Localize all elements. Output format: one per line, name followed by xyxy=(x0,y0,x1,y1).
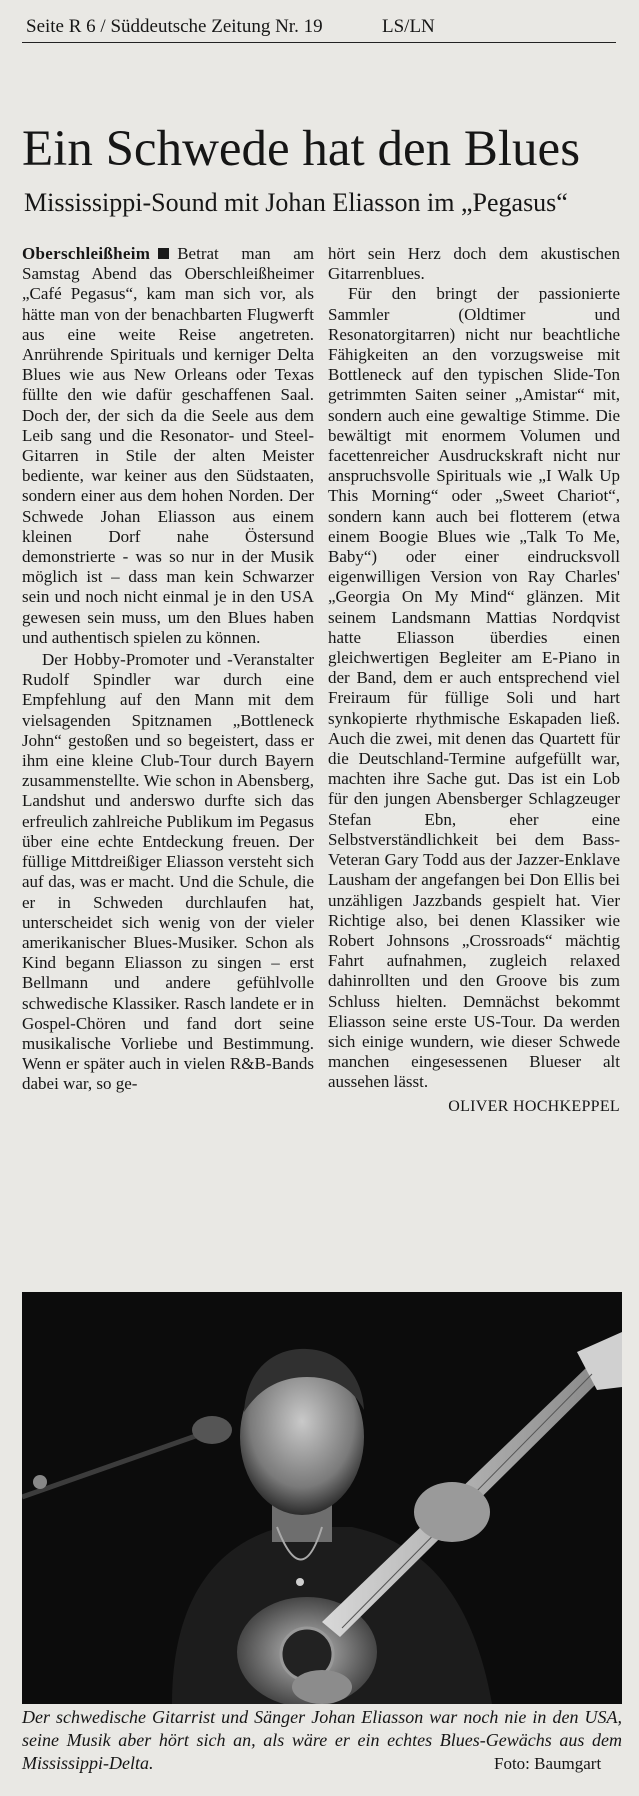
photo-credit: Foto: Baumgart xyxy=(494,1754,602,1773)
edition-label: LS/LN xyxy=(382,16,435,37)
square-bullet-icon xyxy=(158,248,169,259)
byline: OLIVER HOCHKEPPEL xyxy=(448,1097,620,1115)
article-paragraph: hört sein Herz doch dem akustischen Gitarrenblues. xyxy=(328,244,620,284)
caption-text: Der schwedische Gitarrist und Sänger Johan Eliasson war noch nie in den USA, seine Musik aber hört sich an, als wäre er ein echtes Blues-Gewächs aus dem Mississippi-Delta. xyxy=(22,1707,622,1773)
dateline: Oberschleißheim xyxy=(22,244,151,263)
photo-illustration xyxy=(22,1292,622,1704)
article-column-left xyxy=(22,244,314,1095)
concert-photo xyxy=(22,1292,622,1704)
article-paragraph: Der Hobby-Promoter und -Veranstalter Rudolf Spindler war durch eine Empfehlung auf den Mann mit dem vielsagenden Spitznamen „Bottleneck John“ gestoßen und so begeistert, dass er ihm eine kleine Club-Tour durch Bayern zusammenstellte. Wie schon in Abensberg, Landshut und anderswo durfte sich das erfreulich zahlreiche Publikum im Pegasus über eine echte Entdeckung freuen. Der füllige Mittdreißiger Eliasson versteht sich auf das, was er macht. Und die Schule, die er in Schweden durchlaufen hat, unterscheidet sich wenig von der vieler amerikanischer Blues-Musiker. Schon als Kind begann Eliasson zu singen – erst Bellmann und andere gefühlvolle schwedische Klassiker. Rasch landete er in Gospel-Chören und fand dort seine musikalische Vorliebe und Bestimmung. Wenn er später auch in vielen R&B-Bands dabei war, so ge- xyxy=(22,650,314,1094)
article-column-right xyxy=(328,244,620,1117)
article-paragraph: Für den bringt der passionierte Sammler (Oldtimer und Resonatorgitarren) nicht nur beachtliche Fähigkeiten an den vorzugsweise mit Bottleneck auf den typischen Slide-Ton getrimmten Saiten seiner „Amistar“ mit, sondern auch eine gewaltige Stimme. Die bewältigt mit enormem Volumen und facettenreicher Ausdruckskraft nicht nur anspruchsvolle Spirituals wie „I Walk Up This Morning“ oder „Sweet Chariot“, sondern kann auch bei flotterem (etwa einem Boogie Blues wie „Talk To Me, Baby“) oder einer eindrucksvoll eigenwilligen Version von Ray Charles' „Georgia On My Mind“ glänzen. Mit seinem Landsmann Mattias Nordqvist hatte Eliasson überdies einen gleichwertigen Begleiter am E-Piano in der Band, dem er auch entsprechend viel Freiraum für füllige Soli und hart synkopierte rhythmische Eskapaden ließ. Auch die zwei, mit denen das Quartett für die Deutschland-Termine aufgefüllt war, machten ihre Sache gut. Das ist ein Lob für den jungen Abensberger Schlagzeuger Stefan Ebn, eher eine Selbstverständlichkeit bei dem Bass-Veteran Gary Todd aus der Jazzer-Enklave Lausham der angefangen bei Don Ellis bei unzähligen Jazzbands gespielt hat. Vier Richtige also, bei denen Klassiker wie Robert Johnsons „Crossroads“ mächtig Fahrt aufnahmen, zugleich relaxed dahinrollten und den Groove bis zum Schluss hielten. Demnächst bekommt Eliasson seine erste US-Tour. Da werden sich einige wundern, wie dieser Schwede manchen eingesessenen Blueser alt aussehen lässt. xyxy=(328,284,620,1092)
page-label: Seite R 6 / Süddeutsche Zeitung Nr. 19 xyxy=(26,16,323,37)
article-paragraph xyxy=(22,244,314,648)
subheadline: Mississippi-Sound mit Johan Eliasson im „Pegasus“ xyxy=(24,188,568,217)
page-header xyxy=(22,12,616,43)
headline: Ein Schwede hat den Blues xyxy=(22,121,581,177)
paragraph-text: Betrat man am Samstag Abend das Oberschleißheimer „Café Pegasus“, kam man sich vor, als hätte man von der benachbarten Flugwerft aus eine weite Reise angetreten. Anrührende Spirituals und kerniger Delta Blues wie aus New Orleans oder Texas füllte den wie dafür geschaffenen Saal. Doch der, der sich da die Seele aus dem Leib sang und die Resonator- und Steel-Gitarren in Stile der alten Meister bediente, war keiner aus den Südstaaten, sondern einer aus dem hohen Norden. Der Schwede Johan Eliasson aus einem kleinen Dorf nahe Östersund demonstrierte - was so nur in der Musik möglich ist – dass man kein Schwarzer sein und noch nicht einmal je in den USA gewesen sein muss, um den Blues haben und authentisch spielen zu können. xyxy=(22,244,314,647)
